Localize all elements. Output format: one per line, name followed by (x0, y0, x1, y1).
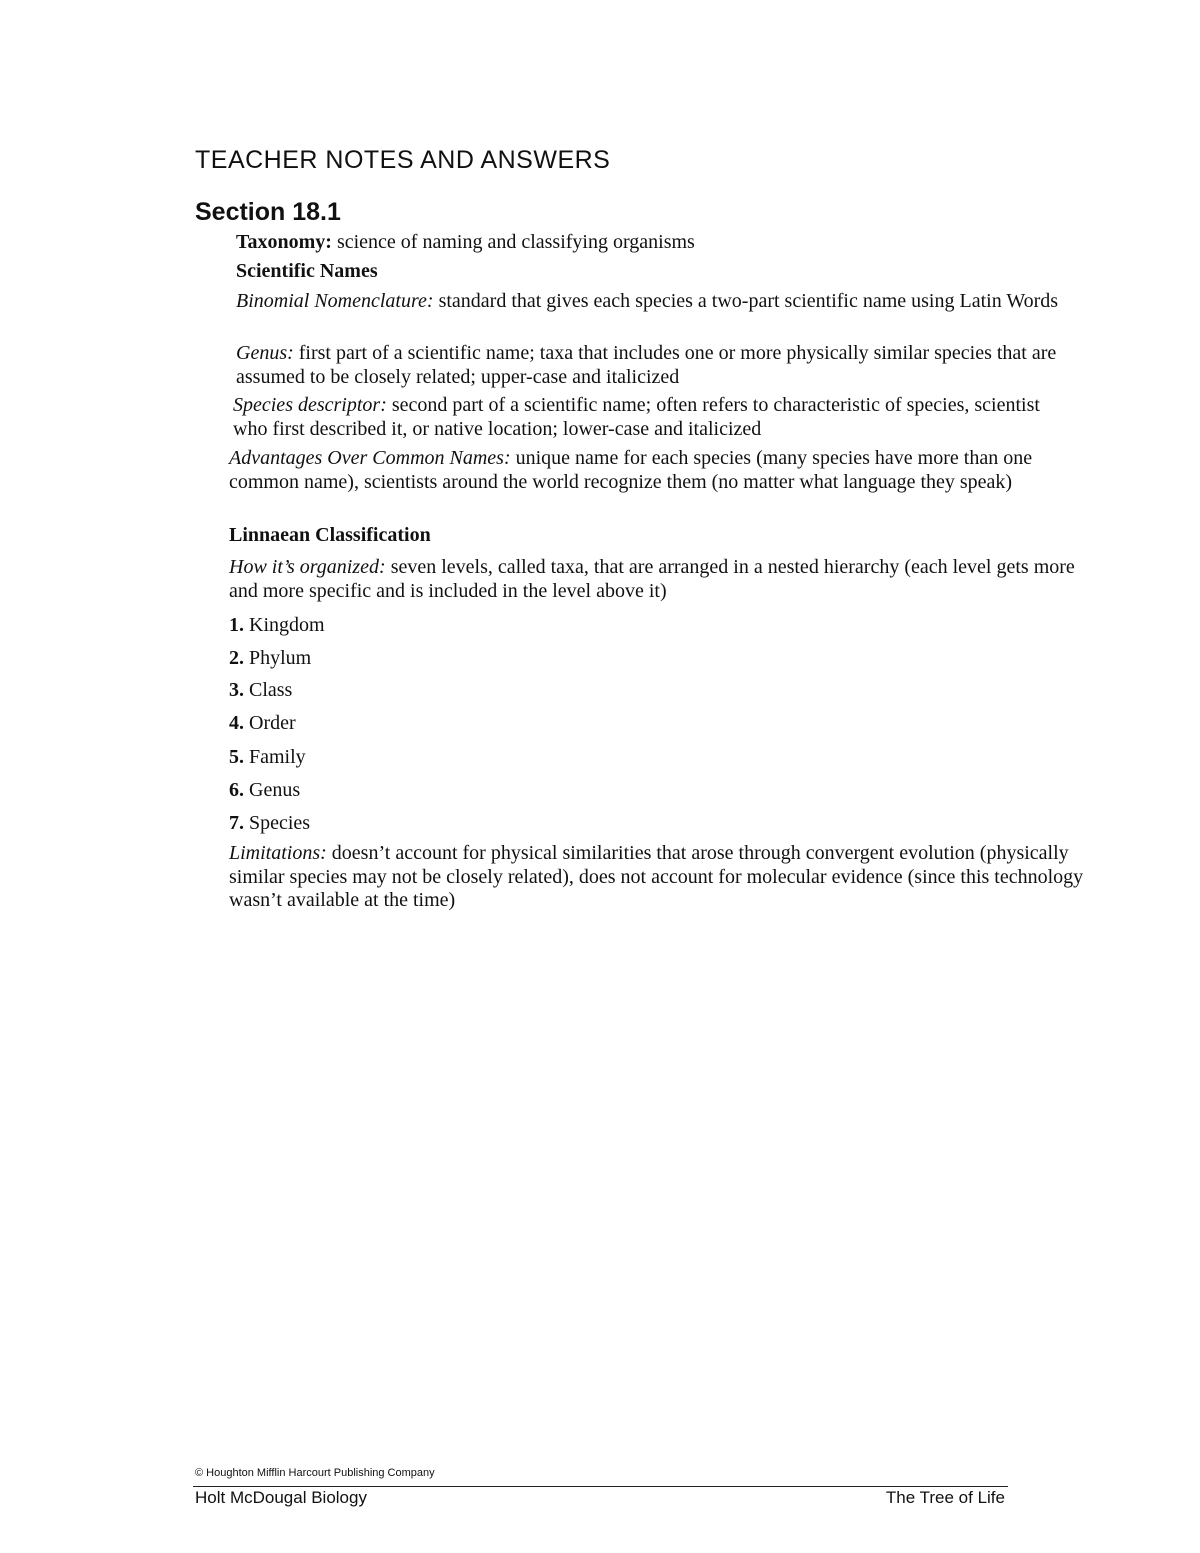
limitations-term: Limitations: (229, 842, 327, 864)
taxa-level-species (229, 811, 310, 835)
species-descriptor-term: Species descriptor: (233, 394, 387, 416)
taxonomy-entry (236, 230, 695, 254)
organization-entry (229, 556, 1089, 603)
taxa-level-class (229, 678, 292, 702)
footer-divider (193, 1486, 1008, 1487)
taxa-level-number: 1. (229, 614, 244, 636)
binomial-nomenclature-definition: standard that gives each species a two-part scientific name using Latin Words (433, 290, 1059, 312)
page-title: TEACHER NOTES AND ANSWERS (195, 146, 611, 174)
taxa-level-family (229, 745, 306, 769)
section-heading: Section 18.1 (195, 198, 341, 226)
advantages-definition: unique name for each species (many species have more than one common name), scientists around the world recognize them (no matter what language they speak) (229, 447, 1033, 493)
footer-book-title: Holt McDougal Biology (195, 1488, 367, 1507)
advantages-term: Advantages Over Common Names: (229, 447, 511, 469)
genus-definition: first part of a scientific name; taxa that includes one or more physically similar species that are assumed to be closely related; upper-case and italicized (236, 342, 1057, 388)
taxa-level-name: Genus (244, 779, 301, 801)
limitations-entry (229, 842, 1119, 913)
taxa-level-phylum (229, 646, 311, 670)
taxa-level-number: 6. (229, 779, 244, 801)
taxa-level-number: 4. (229, 712, 244, 734)
taxa-level-name: Class (244, 679, 293, 701)
species-descriptor-definition: second part of a scientific name; often refers to characteristic of species, scientist who first described it, or native location; lower-case and italicized (233, 394, 1040, 440)
taxa-level-number: 7. (229, 812, 244, 834)
taxa-level-number: 2. (229, 647, 244, 669)
taxa-level-number: 5. (229, 746, 244, 768)
taxa-level-genus (229, 778, 300, 802)
limitations-definition: doesn’t account for physical similarities that arose through convergent evolution (physically similar species may not be closely related), does not account for molecular evidence (since this technology wasn’t available at the time) (229, 842, 1084, 911)
taxa-level-name: Phylum (244, 647, 312, 669)
binomial-nomenclature-term: Binomial Nomenclature: (236, 290, 434, 312)
genus-term: Genus: (236, 342, 294, 364)
taxonomy-definition: science of naming and classifying organisms (331, 231, 695, 253)
taxa-level-order (229, 711, 296, 735)
linnaean-heading: Linnaean Classification (229, 524, 431, 546)
taxa-level-name: Order (244, 712, 296, 734)
organization-definition: seven levels, called taxa, that are arranged in a nested hierarchy (each level gets more and more specific and is included in the level above it) (229, 556, 1075, 602)
binomial-nomenclature-entry (236, 290, 1096, 314)
species-descriptor-entry (233, 394, 1063, 441)
taxa-level-number: 3. (229, 679, 244, 701)
taxa-level-name: Family (244, 746, 306, 768)
organization-term: How it’s organized: (229, 556, 386, 578)
taxa-level-name: Species (244, 812, 311, 834)
footer-chapter-title: The Tree of Life (885, 1488, 1005, 1507)
genus-entry (236, 342, 1066, 389)
advantages-entry (229, 447, 1064, 494)
copyright-notice: © Houghton Mifflin Harcourt Publishing Company (195, 1467, 435, 1479)
taxa-level-kingdom (229, 613, 325, 637)
scientific-names-heading: Scientific Names (236, 260, 378, 282)
taxonomy-term: Taxonomy: (236, 231, 332, 253)
taxa-level-name: Kingdom (244, 614, 325, 636)
